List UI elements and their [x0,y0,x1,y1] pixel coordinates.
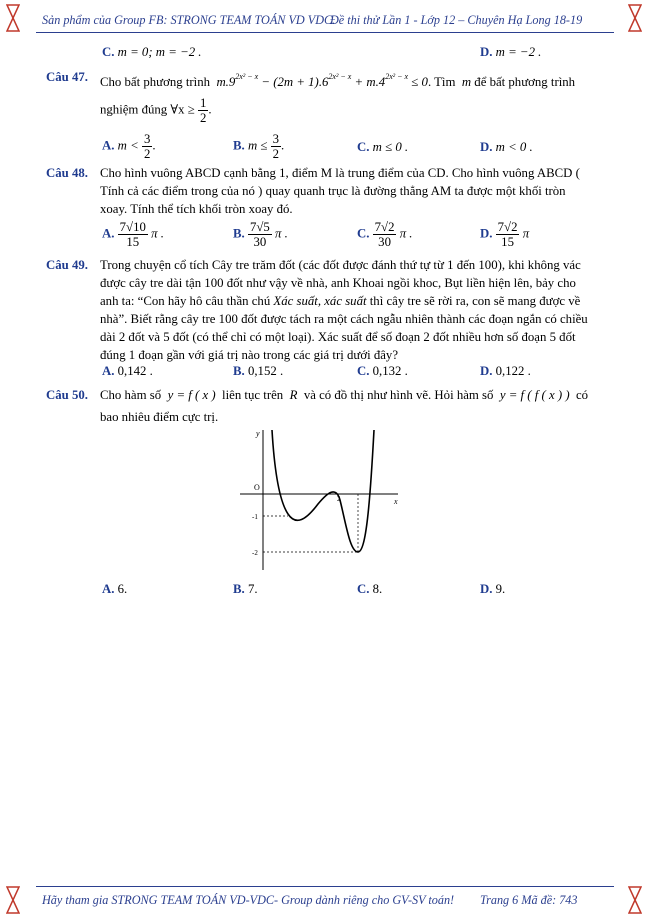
q50-line1: Cho hàm số y = f ( x ) liên tục trên R và có đồ thị như hình vẽ. Hỏi hàm số y = f ( f ( x ) ) có [100,388,589,402]
label-neg1: -1 [252,513,258,521]
q48-line2: Tính cả các điểm trong của nó ) quay quanh trục là đường thẳng AM ta được một khối tròn [100,184,566,198]
q48-line1: Cho hình vuông ABCD cạnh bằng 1, điểm M là trung điểm của CD. Cho hình vuông ABCD ( [100,166,580,180]
function-graph [236,424,406,574]
q49-line6: đúng 1 đoạn gần với giá trị nào trong các giá trị dưới đây? [100,348,399,362]
q49-line1: Trong chuyện cổ tích Cây tre trăm đốt (các đốt được đánh thứ tự từ 1 đến 100), khi không vác [100,258,581,272]
footer-right: Trang 6 Mã đề: 743 [480,893,578,907]
hourglass-icon-right [628,4,642,32]
q48-line3: xoay. Tính thể tích khối tròn xoay đó. [100,202,293,216]
footer-rule [36,886,614,887]
q47-line2: nghiệm đúng ∀x ≥ $\frac{1}{2}$ . [100,96,212,125]
q49-number: Câu 49. [46,258,88,272]
q50-number: Câu 50. [46,388,88,402]
q48-option-d: D. $\frac{7√2}{15}$ π [480,220,530,249]
q47-option-b: B. m ≤ $\frac{3}{2}$ . [233,132,285,161]
header-rule [36,32,614,33]
q50-option-a: A. 6. [102,582,128,596]
q49-line5: dài 2 đốt và 5 đốt (có thể chỉ có một loại). Xác suất để số đoạn 2 đốt nhiều hơn số đoạn 5 đốt [100,330,576,344]
q49-line4: nhà”. Biết rằng cây tre 100 đốt được tách ra một cách ngẫu nhiên thành các đoạn ngắn có chiều [100,312,588,326]
label-y: y [256,429,260,438]
hourglass-icon-bottom-left [6,886,20,914]
label-two: 2 [337,495,341,503]
q47-option-d: D. m < 0 . [480,140,533,154]
q47-option-a: A. m < $\frac{3}{2}$ . [102,132,156,161]
hourglass-icon-bottom-right [628,886,642,914]
header-left: Sản phẩm của Group FB: STRONG TEAM TOÁN VD VDC. [42,13,336,27]
footer-left: Hãy tham gia STRONG TEAM TOÁN VD-VDC- Group dành riêng cho GV-SV toán! [42,893,455,907]
graph-curve [272,430,374,552]
label-x: x [394,497,398,506]
label-origin: O [254,483,260,492]
q47-number: Câu 47. [46,70,88,84]
q49-line3: anh ta: “Con hãy hô câu thần chú Xác suất, xác suất thì cây tre sẽ rời ra, con sẽ mang được về [100,294,581,308]
q50-option-c: C. 8. [357,582,383,596]
q49-option-b: B. 0,152 . [233,364,284,378]
q48-option-a: A. $\frac{7√10}{15}$ π . [102,220,164,249]
q49-option-d: D. 0,122 . [480,364,531,378]
q47-option-c: C. m ≤ 0 . [357,140,409,154]
q49-line2: được cây tre dài tận 100 đốt như vậy về nhà, anh Khoai ngồi khoc, Bụt liền hiện lên, bảy cho [100,276,576,290]
q49-option-c: C. 0,132 . [357,364,408,378]
q50-option-b: B. 7. [233,582,258,596]
q47-line1: Cho bất phương trình $m.9^{2x^2 - x} - (2m + 1).6^{2x^2 - x} + m.4^{2x^2 - x} \le 0$. Tìm m để bất phương trình [100,72,576,89]
hourglass-icon-left [6,4,20,32]
header-right: Đề thi thử Lần 1 - Lớp 12 – Chuyên Hạ Long 18-19 [330,13,583,27]
q48-option-c: C. $\frac{7√2}{30}$ π . [357,220,413,249]
q49-option-a: A. 0,142 . [102,364,153,378]
label-neg2: -2 [252,549,258,557]
prev-option-c: C. m = 0; m = −2 . [102,45,202,59]
q48-option-b: B. $\frac{7√5}{30}$ π . [233,220,288,249]
q50-option-d: D. 9. [480,582,506,596]
q48-number: Câu 48. [46,166,88,180]
prev-option-d: D. m = −2 . [480,45,542,59]
q50-line2: bao nhiêu điểm cực trị. [100,410,219,424]
